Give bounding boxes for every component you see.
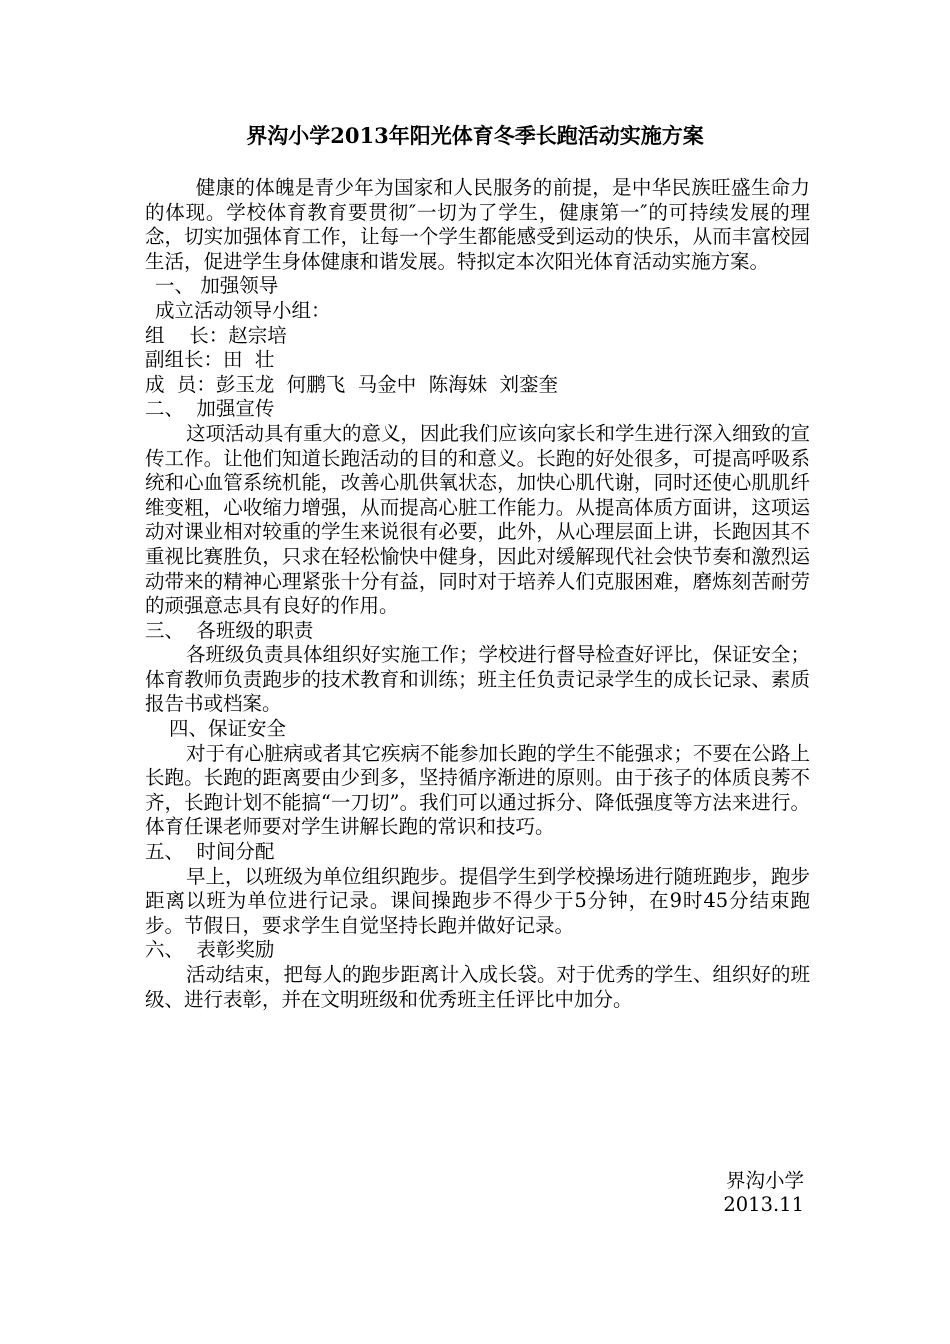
section-heading-4: 四、保证安全 (169, 717, 287, 741)
section-heading-5: 五、 时间分配 (145, 840, 275, 864)
members-names: 彭玉龙 何鹏飞 马金中 陈海妹 刘銮奎 (215, 372, 558, 396)
signature-block (723, 1169, 804, 1217)
members-label: 成 员： (145, 372, 216, 396)
section-body-5: 早上，以班级为单位组织跑步。提倡学生到学校操场进行随班跑步，跑步距离以班为单位进行记录。课间操跑步不得少于5分钟，在9时45分结束跑步。节假日，要求学生自觉坚持长跑并做好记录。 (145, 864, 810, 937)
leadership-group-intro: 成立活动领导小组： (155, 298, 331, 322)
signature-org: 界沟小学 (725, 1169, 804, 1192)
section-body-2: 这项活动具有重大的意义，因此我们应该向家长和学生进行深入细致的宣传工作。让他们知道长跑活动的目的和意义。长跑的好处很多，可提高呼吸系统和心血管系统机能，改善心肌供氧状态，加快心肌代谢，同时还使心肌肌纤维变粗，心收缩力增强，从而提高心脏工作能力。从提高体质方面讲，这项运动对课业相对较重的学生来说很有必要，此外，从心理层面上讲，长跑因其不重视比赛胜负，只求在轻松愉快中健身，因此对缓解现代社会快节奏和激烈运动带来的精神心理紧张十分有益，同时对于培养人们克服困难，磨炼刻苦耐劳的顽强意志具有良好的作用。 (145, 421, 810, 618)
vice-leader-name: 田 壮 (223, 348, 275, 372)
signature-date: 2013.11 (723, 1193, 804, 1216)
section-heading-6: 六、 表彰奖励 (145, 938, 275, 962)
section-heading-2: 二、 加强宣传 (145, 397, 275, 421)
section-body-4: 对于有心脏病或者其它疾病不能参加长跑的学生不能强求；不要在公路上长跑。长跑的距离要由少到多，坚持循序渐进的原则。由于孩子的体质良莠不齐，长跑计划不能搞“一刀切”。我们可以通过拆分、降低强度等方法来进行。体育任课老师要对学生讲解长跑的常识和技巧。 (145, 741, 810, 839)
document-title: 界沟小学2013年阳光体育冬季长跑活动实施方案 (246, 123, 704, 148)
members-line (145, 373, 810, 398)
group-leader-line (145, 324, 810, 349)
document-body (145, 176, 810, 1012)
intro-paragraph: 健康的体魄是青少年为国家和人民服务的前提，是中华民族旺盛生命力的体现。学校体育教育要贯彻″一切为了学生，健康第一″的可持续发展的理念，切实加强体育工作，让每一个学生都能感受到运动的快乐，从而丰富校园生活，促进学生身体健康和谐发展。特拟定本次阳光体育活动实施方案。 (145, 176, 810, 273)
group-leader-name: 赵宗培 (228, 323, 287, 347)
section-body-6: 活动结束，把每人的跑步距离计入成长袋。对于优秀的学生、组织好的班级、进行表彰，并在文明班级和优秀班主任评比中加分。 (145, 963, 810, 1011)
group-leader-label: 组 长： (145, 323, 229, 347)
section-heading-1: 一、 加强领导 (155, 274, 279, 298)
vice-leader-line (145, 348, 810, 373)
section-heading-3: 三、 各班级的职责 (145, 618, 314, 642)
section-body-3: 各班级负责具体组织好实施工作；学校进行督导检查好评比，保证安全；体育教师负责跑步的技术教育和训练；班主任负责记录学生的成长记录、素质报告书或档案。 (145, 643, 810, 716)
vice-leader-label: 副组长： (145, 348, 224, 372)
